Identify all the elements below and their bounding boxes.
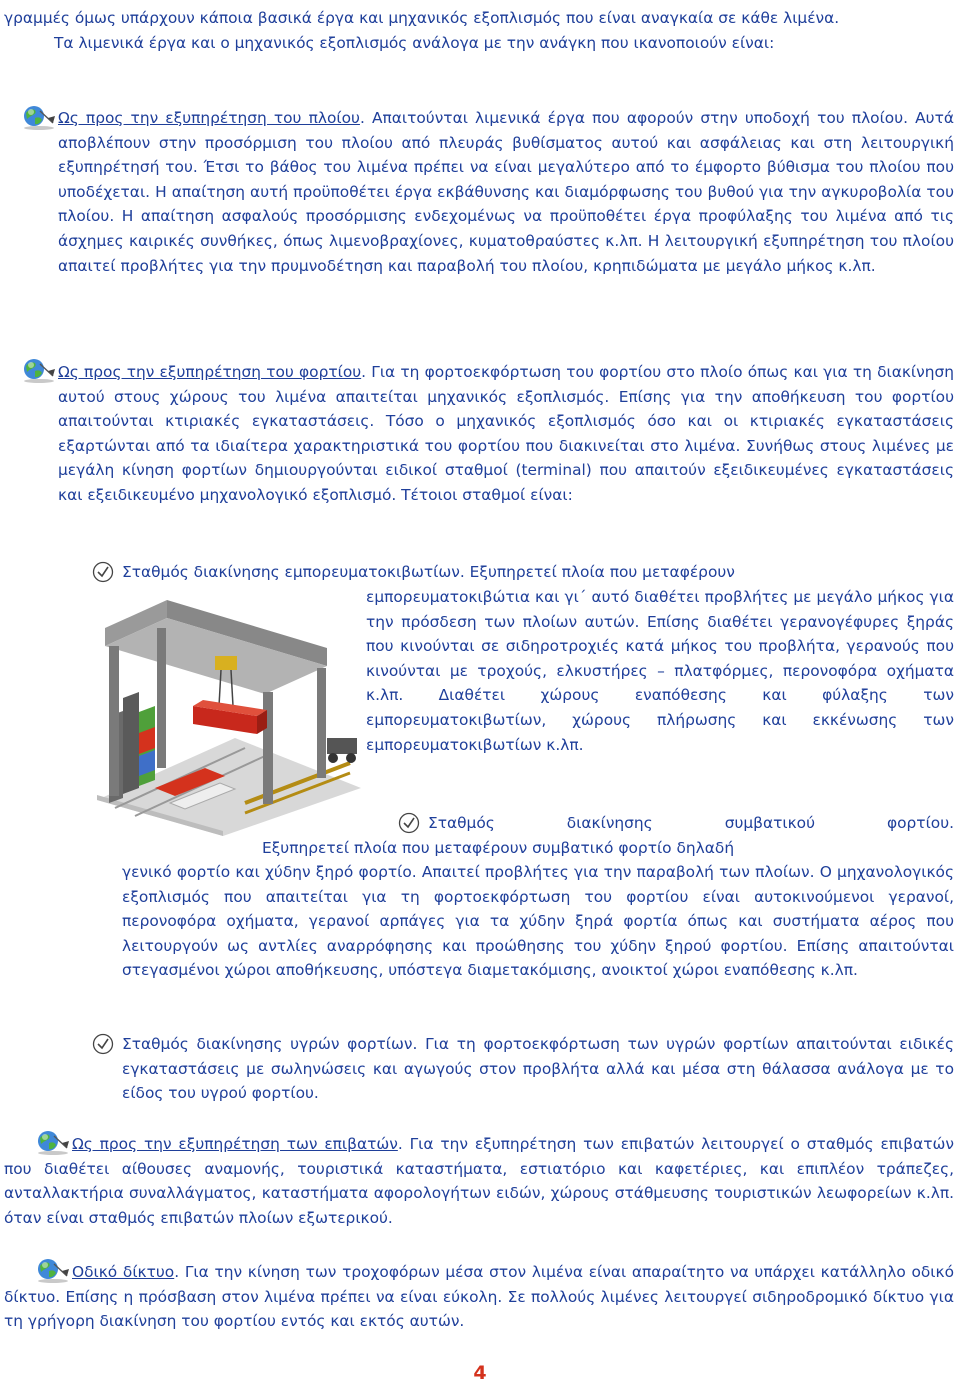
passengers-body: . Για την εξυπηρέτηση των επιβατών λειτουργεί ο σταθμός επιβατών που διαθέτει αίθουσες αναμονής, τουριστικά καταστήματα, εστιατόριο και καφετέριες, και επιπλέον τράπεζες, ανταλλακτήρια συναλλάγματος, καταστήματα αφορολογήτων ειδών, χώρους στάθμευσης τουριστικών λεωφορείων κ.λπ. όταν είναι σταθμός επιβατών πλοίων εξωτερικού.	[4, 1135, 954, 1227]
container-station-continued	[366, 585, 954, 757]
globe-bullet-icon	[20, 357, 58, 383]
passengers-heading: Ως προς την εξυπηρέτηση των επιβατών	[72, 1135, 398, 1153]
passengers-section	[4, 1132, 954, 1230]
general-station-continued	[122, 860, 954, 983]
intro-paragraph-2: Τα λιμενικά έργα και ο μηχανικός εξοπλισμός ανάλογα με την ανάγκη που ικανοποιούν είναι:	[54, 33, 775, 52]
intro-block	[4, 6, 954, 55]
general-station-text-2: γενικό φορτίο και χύδην ξηρό φορτίο. Απαιτεί προβλήτες για την παραβολή των πλοίων. Ο μηχανολογικός εξοπλισμός που απαιτείται για τη φορτοεκφόρτωση του φορτίου είναι αυτοκινούμενοι γερανοί, περονοφόρα οχήματα, γερανοί αρπάγες για τα χύδην ξηρά φορτία όπως και συστήματα αέρος που λειτουργούν ως αντλίες αναρρόφησης και προώθησης του χύδην ξηρού φορτίου. Επίσης απαιτούνται στεγασμένοι χώροι αποθήκευσης, υπόστεγα διαμετακόμισης, ανοικτοί χώροι εναπόθεσης κ.λπ.	[122, 863, 954, 980]
general-station-title	[428, 811, 954, 836]
ship-heading: Ως προς την εξυπηρέτηση του πλοίου	[58, 109, 360, 127]
ship-section	[58, 106, 954, 278]
general-station-line	[262, 836, 954, 861]
cargo-body: . Για τη φορτοεκφόρτωση του φορτίου στο πλοίο όπως και για τη διακίνηση αυτού στους χώρους του λιμένα απαιτείται μηχανικός εξοπλισμός. Επίσης για την αποθήκευση του φορτίου απαιτούνται κτιριακές εγκαταστάσεις. Τόσο ο μηχανικός εξοπλισμός όσο και οι κτιριακές εγκαταστάσεις εξαρτώνται από τα ιδιαίτερα χαρακτηριστικά του φορτίου που διακινείται στο λιμένα. Συνήθως στους λιμένες με μεγάλη κίνηση φορτίων δημιουργούνται ειδικοί σταθμοί (terminal) που απαιτούν εξειδικευμένες εγκαταστάσεις και εξειδικευμένο μηχανολογικό εξοπλισμό. Τέτοιοι σταθμοί είναι:	[58, 363, 954, 504]
general-station-title-text: Σταθμός διακίνησης συμβατικού φορτίου.	[428, 814, 954, 832]
road-body: . Για την κίνηση των τροχοφόρων μέσα στον λιμένα είναι απαραίτητο να υπάρχει κατάλληλο οδικό δίκτυο. Επίσης η πρόσβαση στον λιμένα πρέπει να είναι εύκολη. Σε πολλούς λιμένες λειτουργεί σιδηροδρομικό δίκτυο για τη γρήγορη διακίνηση του φορτίου εντός και εκτός αυτών.	[4, 1263, 954, 1331]
check-circle-icon	[92, 1033, 114, 1055]
page-number: 4	[473, 1362, 487, 1384]
road-heading: Οδικό δίκτυο	[72, 1263, 175, 1281]
liquid-station	[122, 1032, 954, 1106]
ship-body: . Απαιτούνται λιμενικά έργα που αφορούν στην υποδοχή του πλοίου. Αυτά αποβλέπουν στην προσόρμιση του πλοίου από πλευράς βυθίσματος αυτού και ασφάλειας και στη λειτουργική εξυπηρέτησή του. Έτσι το βάθος του λιμένα πρέπει να είναι μεγαλύτερο από το έμφορτο βύθισμα του πλοίου που υποδέχεται. Η απαίτηση αυτή προϋποθέτει έργα εκβάθυνσης και διαμόρφωσης του βυθού για την αγκυροβολία του πλοίου. Η απαίτηση ασφαλούς προσόρμισης ενδεχομένως να προϋποθέτει έργα προφύλαξης του λιμένα από τις άσχημες καιρικές συνθήκες, όπως λιμενοβραχίονες, κυματοθραύστες κ.λπ. Η λειτουργική εξυπηρέτηση του πλοίου απαιτεί προβλήτες για την πρυμνοδέτηση και παραβολή του πλοίου, κρηπιδώματα με μεγάλο μήκος κ.λπ.	[58, 109, 954, 275]
check-circle-icon	[398, 812, 420, 834]
intro-paragraph-1: γραμμές όμως υπάρχουν κάποια βασικά έργα και μηχανικός εξοπλισμός που είναι αναγκαία σε κάθε λιμένα.	[4, 9, 840, 27]
cargo-section	[58, 360, 954, 508]
check-circle-icon	[92, 561, 114, 583]
container-station-line	[122, 560, 954, 585]
liquid-station-text: Σταθμός διακίνησης υγρών φορτίων. Για τη φορτοεκφόρτωση των υγρών φορτίων απαιτούνται ειδικές εγκαταστάσεις με σωληνώσεις και αγωγούς στον προβλήτα αλλά και μέσα στη θάλασσα ανάλογα με το είδος του υγρού φορτίου.	[122, 1035, 954, 1103]
container-crane-illustration	[95, 588, 363, 838]
road-section	[4, 1260, 954, 1334]
cargo-heading: Ως προς την εξυπηρέτηση του φορτίου	[58, 363, 362, 381]
container-station-text-1: Σταθμός διακίνησης εμπορευματοκιβωτίων. Εξυπηρετεί πλοία που μεταφέρουν	[122, 563, 735, 581]
container-station-text-2: εμπορευματοκιβώτια και γι΄ αυτό διαθέτει προβλήτες με μεγάλο μήκος για την πρόσδεση των πλοίων αυτών. Επίσης διαθέτει γερανογέφυρες ξηράς που κινούνται σε σιδηροτροχιές κατά μήκος του προβλήτα, γερανούς που κινούνται με τροχούς, ελκυστήρες – πλατφόρμες, περονοφόρα οχήματα κ.λπ. Διαθέτει χώρους εναπόθεσης και φύλαξης των εμπορευματοκιβωτίων, χώρους πλήρωσης και εκκένωσης των εμπορευματοκιβωτίων κ.λπ.	[366, 588, 954, 754]
globe-bullet-icon	[20, 104, 58, 130]
general-station-text-1: Εξυπηρετεί πλοία που μεταφέρουν συμβατικό φορτίο δηλαδή	[262, 839, 735, 857]
